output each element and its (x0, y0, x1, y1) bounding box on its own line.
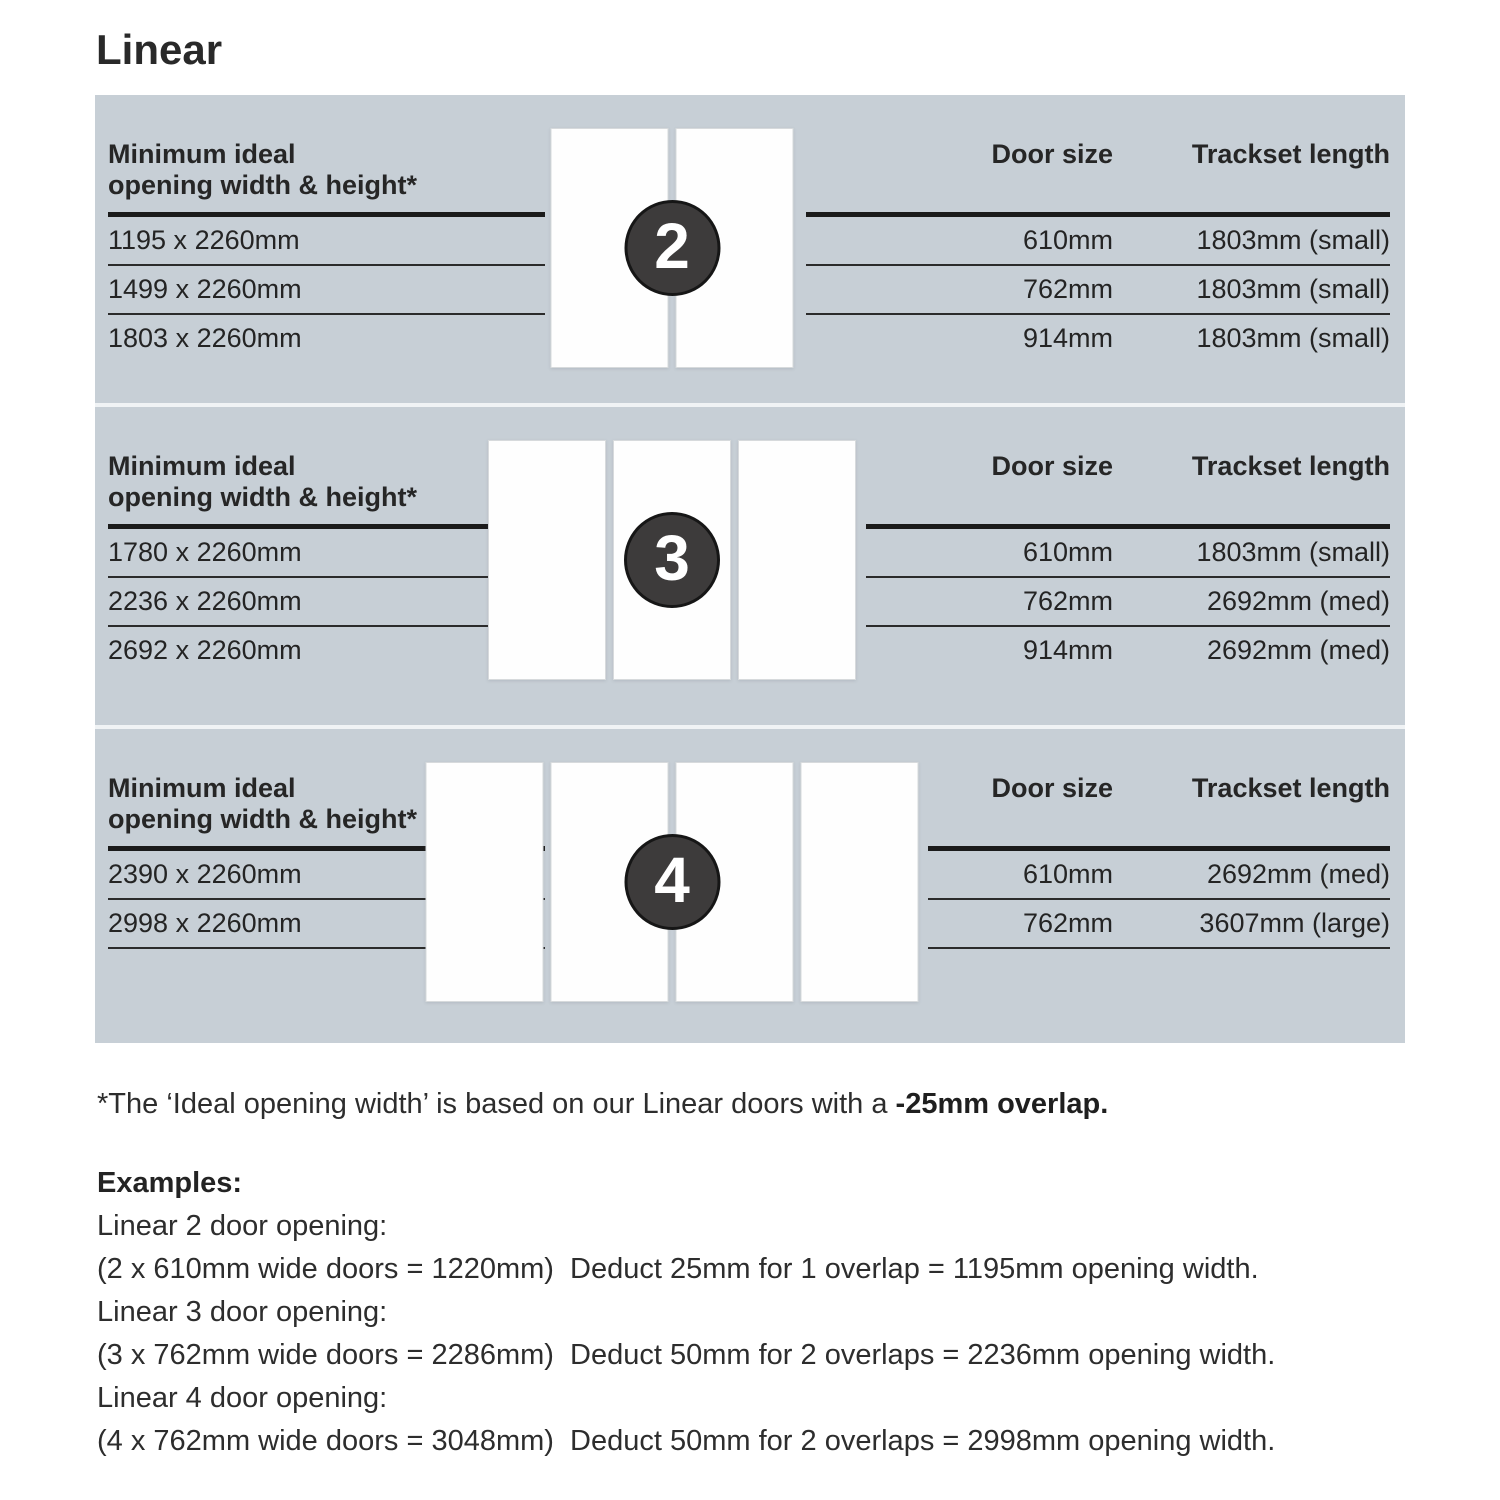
door-panel (426, 762, 544, 1002)
examples-block (97, 1162, 1275, 1463)
trackset-rows (866, 524, 1390, 674)
min-opening-value: 1803 x 2260mm (108, 323, 302, 353)
table-row (806, 315, 1390, 362)
table-row (108, 217, 545, 266)
min-opening-header-line2: opening width & height* (108, 482, 417, 512)
table-row (806, 217, 1390, 266)
door-size-value: 914mm (1022, 635, 1113, 665)
example-line: (3 x 762mm wide doors = 2286mm) Deduct 50mm for 2 overlaps = 2236mm opening width. (97, 1339, 1276, 1371)
trackset-table (866, 407, 1390, 725)
door-panel (738, 440, 856, 680)
min-opening-header (108, 139, 417, 201)
min-opening-header-line1: Minimum ideal (108, 139, 296, 169)
door-size-value: 762mm (1022, 586, 1113, 616)
min-opening-value: 1195 x 2260mm (108, 225, 300, 255)
trackset-table-header (806, 139, 1390, 170)
trackset-table (928, 729, 1390, 1043)
trackset-length-value: 2692mm (med) (1206, 635, 1390, 665)
footnote-bold: -25mm overlap. (895, 1088, 1109, 1120)
door-size-value: 610mm (1022, 225, 1113, 255)
min-opening-header-line2: opening width & height* (108, 170, 417, 200)
door-panel (488, 440, 606, 680)
config-section-4-door (95, 729, 1405, 1043)
min-opening-table (108, 95, 545, 403)
door-size-value: 610mm (1022, 859, 1113, 889)
table-row (108, 578, 545, 627)
min-opening-rows (108, 212, 545, 362)
example-line: Linear 3 door opening: (97, 1296, 388, 1328)
example-line: Linear 2 door opening: (97, 1210, 388, 1242)
table-row (108, 627, 545, 674)
door-size-value: 762mm (1022, 274, 1113, 304)
trackset-length-header: Trackset length (1191, 139, 1390, 169)
example-line: (4 x 762mm wide doors = 3048mm) Deduct 50mm for 2 overlaps = 2998mm opening width. (97, 1425, 1276, 1457)
min-opening-value: 2390 x 2260mm (108, 859, 302, 889)
table-row (928, 851, 1390, 900)
min-opening-value: 2692 x 2260mm (108, 635, 302, 665)
door-size-header: Door size (991, 773, 1113, 803)
min-opening-value: 2998 x 2260mm (108, 908, 302, 938)
trackset-length-value: 1803mm (small) (1196, 323, 1390, 353)
min-opening-value: 2236 x 2260mm (108, 586, 302, 616)
trackset-length-value: 3607mm (large) (1199, 908, 1390, 938)
trackset-table-header (866, 451, 1390, 482)
min-opening-header (108, 451, 417, 513)
door-count-badge: 4 (624, 834, 720, 930)
min-opening-header-line1: Minimum ideal (108, 451, 296, 481)
footnote (97, 1088, 1108, 1121)
door-count-badge: 3 (624, 512, 720, 608)
door-panel (801, 762, 919, 1002)
door-size-value: 914mm (1022, 323, 1113, 353)
examples-heading: Examples: (97, 1167, 243, 1199)
example-line: (2 x 610mm wide doors = 1220mm) Deduct 25mm for 1 overlap = 1195mm opening width. (97, 1253, 1259, 1285)
config-section-3-door (95, 407, 1405, 725)
trackset-length-value: 2692mm (med) (1206, 586, 1390, 616)
sizing-panel (95, 95, 1405, 1043)
door-diagram-4 (426, 762, 919, 1002)
trackset-table (806, 95, 1390, 403)
table-row (108, 266, 545, 315)
door-diagram-3 (488, 440, 856, 680)
door-size-header: Door size (991, 139, 1113, 169)
trackset-rows (806, 212, 1390, 362)
table-row (108, 529, 545, 578)
min-opening-header-line1: Minimum ideal (108, 773, 296, 803)
trackset-rows (928, 846, 1390, 949)
table-row (866, 627, 1390, 674)
config-section-2-door (95, 95, 1405, 403)
min-opening-header (108, 773, 417, 835)
example-line: Linear 4 door opening: (97, 1382, 388, 1414)
trackset-length-value: 1803mm (small) (1196, 274, 1390, 304)
footnote-text: *The ‘Ideal opening width’ is based on our Linear doors with a (97, 1088, 896, 1120)
door-diagram-2 (551, 128, 794, 368)
trackset-table-header (928, 773, 1390, 804)
table-row (866, 578, 1390, 627)
door-size-value: 610mm (1022, 537, 1113, 567)
door-size-header: Door size (991, 451, 1113, 481)
trackset-length-header: Trackset length (1191, 773, 1390, 803)
table-row (866, 529, 1390, 578)
min-opening-header-line2: opening width & height* (108, 804, 417, 834)
door-count-badge: 2 (624, 200, 720, 296)
door-size-value: 762mm (1022, 908, 1113, 938)
min-opening-table (108, 407, 545, 725)
trackset-length-value: 1803mm (small) (1196, 537, 1390, 567)
table-row (806, 266, 1390, 315)
table-row (108, 315, 545, 362)
min-opening-rows (108, 524, 545, 674)
trackset-length-value: 1803mm (small) (1196, 225, 1390, 255)
min-opening-value: 1780 x 2260mm (108, 537, 302, 567)
trackset-length-value: 2692mm (med) (1206, 859, 1390, 889)
page-title: Linear (96, 26, 223, 73)
trackset-length-header: Trackset length (1191, 451, 1390, 481)
min-opening-value: 1499 x 2260mm (108, 274, 302, 304)
table-row (928, 900, 1390, 949)
